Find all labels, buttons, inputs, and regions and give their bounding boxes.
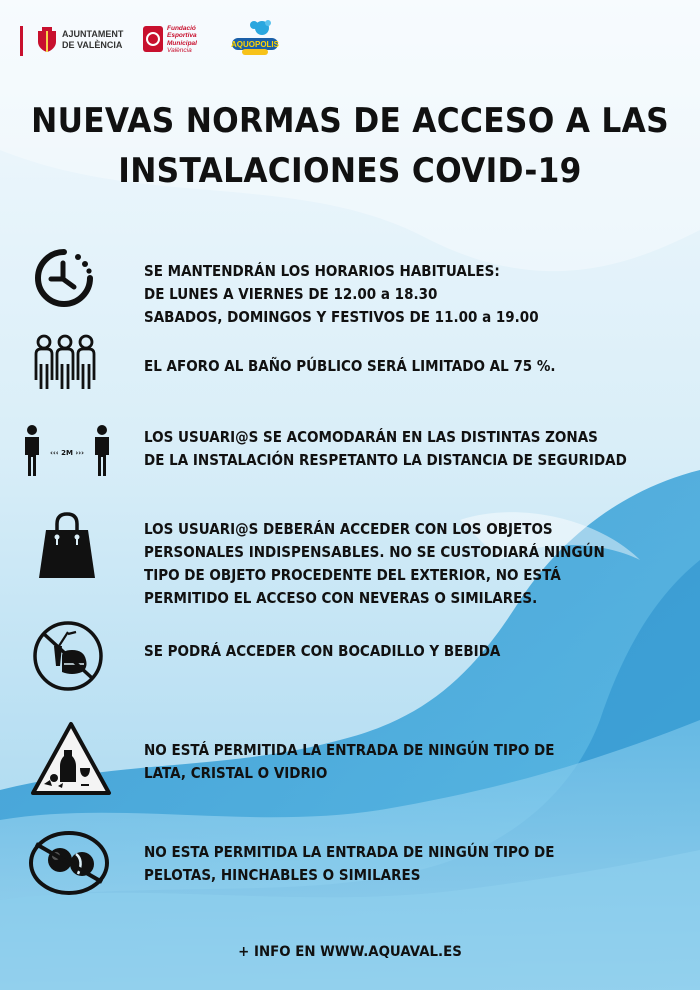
rule-6-line-2: LATA, CRISTAL O VIDRIO — [144, 764, 328, 782]
ajuntament-logo — [36, 27, 124, 57]
distance-label: 2M — [61, 449, 73, 457]
glass-warning-icon — [30, 720, 112, 798]
rule-7-line-2: PELOTAS, HINCHABLES O SIMILARES — [144, 866, 421, 884]
rule-6-line-1: NO ESTÁ PERMITIDA LA ENTRADA DE NINGÚN TIPO DE — [144, 741, 555, 759]
rule-balls-text — [144, 841, 554, 887]
title-line1: NUEVAS NORMAS DE ACCESO A LAS — [31, 101, 669, 141]
rule-distance-text — [144, 426, 627, 472]
fundacio-line2: Esportiva — [167, 32, 197, 40]
rule-belongings-text — [144, 518, 605, 610]
rule-food-text — [144, 640, 500, 663]
title-line2: INSTALACIONES COVID-19 — [118, 151, 582, 191]
aquopolis-logo — [228, 18, 280, 62]
ajuntament-line1: AJUNTAMENT — [62, 29, 124, 39]
aquopolis-logo-text: AQUOPOLIS — [230, 40, 280, 49]
social-distance-icon — [22, 424, 114, 478]
rule-2-line-1: EL AFORO AL BAÑO PÚBLICO SERÁ LIMITADO AL 75 %. — [144, 357, 556, 375]
rule-4-line-2: PERSONALES INDISPENSABLES. NO SE CUSTODIARÁ NINGÚN — [144, 543, 605, 561]
aquopolis-splash-icon — [228, 18, 280, 58]
fundacio-line3: Municipal — [167, 39, 197, 47]
rule-capacity-text — [144, 355, 556, 378]
rule-1-line-1: SE MANTENDRÁN LOS HORARIOS HABITUALES: — [144, 262, 500, 280]
clock-icon — [32, 246, 96, 310]
page-title — [28, 96, 672, 196]
rule-3-line-2: DE LA INSTALACIÓN RESPETANTO LA DISTANCIA DE SEGURIDAD — [144, 451, 627, 469]
rule-1-line-2: DE LUNES A VIERNES DE 12.00 a 18.30 — [144, 285, 438, 303]
rule-1-line-3: SABADOS, DOMINGOS Y FESTIVOS DE 11.00 a 19.00 — [144, 308, 539, 326]
header-logos — [20, 22, 320, 62]
rule-glass-text — [144, 739, 554, 785]
red-divider — [20, 26, 23, 56]
rule-4-line-1: LOS USUARI@S DEBERÁN ACCEDER CON LOS OBJETOS — [144, 520, 553, 538]
footer-info-link[interactable]: + INFO EN WWW.AQUAVAL.ES — [238, 944, 462, 960]
rule-4-line-3: TIPO DE OBJETO PROCEDENTE DEL EXTERIOR, NO ESTÁ — [144, 566, 561, 584]
fundacio-line1: Fundació — [167, 25, 196, 32]
rule-7-line-1: NO ESTA PERMITIDA LA ENTRADA DE NINGÚN TIPO DE — [144, 843, 555, 861]
rule-hours-text — [144, 260, 539, 329]
no-food-icon — [32, 620, 104, 692]
rule-4-line-4: PERMITIDO EL ACCESO CON NEVERAS O SIMILARES. — [144, 589, 538, 607]
rule-3-line-1: LOS USUARI@S SE ACOMODARÁN EN LAS DISTINTAS ZONAS — [144, 428, 598, 446]
svg-text:‹‹‹ 2M ›››: ‹‹‹ 2M ››› — [49, 449, 85, 457]
people-group-icon — [33, 334, 97, 392]
fundacio-logo — [142, 25, 197, 57]
valencia-crest-icon — [36, 27, 58, 53]
fundacio-line4: València — [167, 46, 192, 54]
ajuntament-line2: DE VALÈNCIA — [62, 40, 123, 50]
no-balls-icon — [28, 830, 110, 896]
shopping-bag-icon — [38, 512, 96, 580]
fundacio-crest-icon — [142, 25, 164, 53]
rule-5-line-1: SE PODRÁ ACCEDER CON BOCADILLO Y BEBIDA — [144, 642, 501, 660]
